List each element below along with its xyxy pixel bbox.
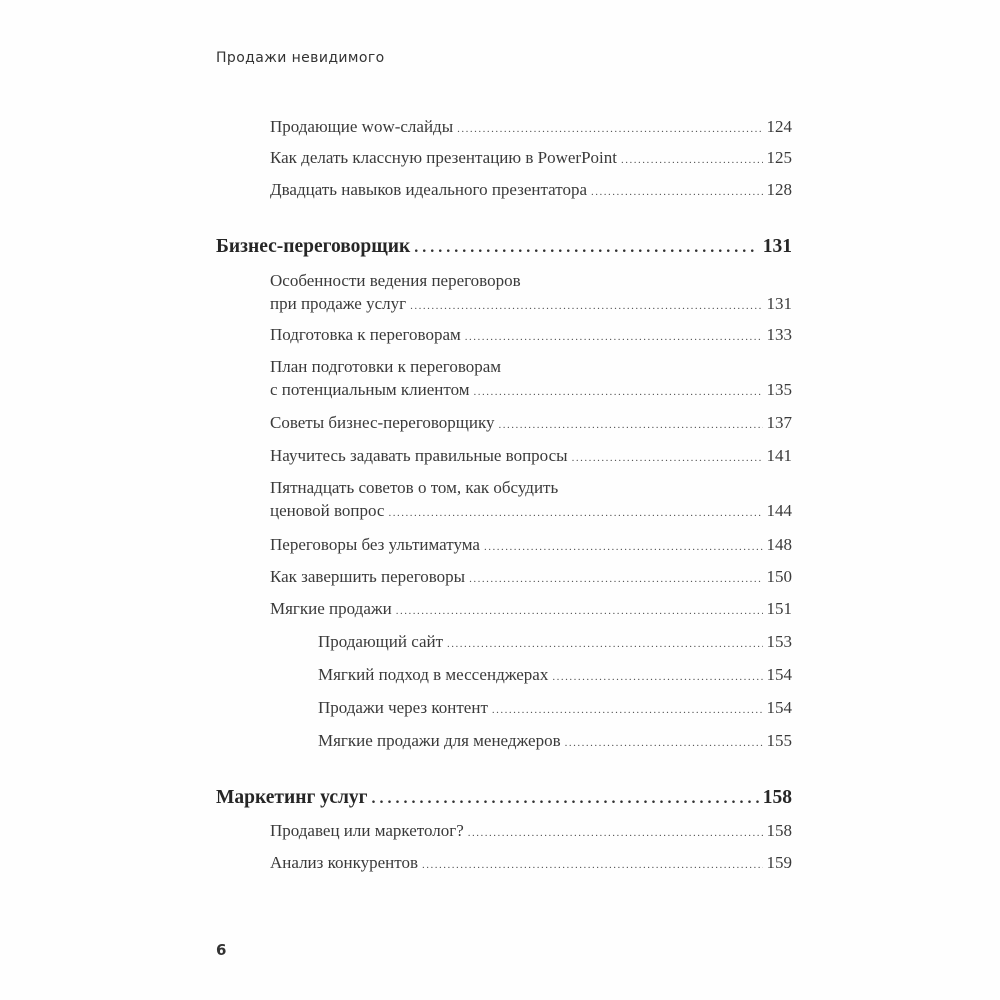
toc-chapter-page: 158 (762, 787, 792, 808)
toc-entry-title: Двадцать навыков идеального презентатора (270, 180, 588, 199)
dot-leader (621, 154, 763, 166)
dot-leader (465, 331, 763, 343)
toc-entry (270, 599, 792, 619)
toc-subentry (318, 698, 792, 718)
toc-subentry-page: 154 (766, 698, 792, 717)
toc-entry (270, 357, 792, 400)
toc-entry-title: Научитесь задавать правильные вопросы (270, 446, 568, 465)
running-head: Продажи невидимого (216, 50, 385, 66)
toc-chapter (216, 787, 792, 809)
dot-leader (565, 737, 763, 749)
dot-leader (447, 638, 762, 650)
toc-entry-page: 124 (766, 117, 792, 136)
dot-leader (492, 704, 763, 716)
dot-leader (422, 859, 762, 871)
dot-leader (499, 419, 763, 431)
toc-entry (270, 117, 792, 137)
toc-entry-title: Советы бизнес-переговорщику (270, 413, 495, 432)
toc-entry-title: Продавец или маркетолог? (270, 821, 464, 840)
toc-subentry-title: Мягкий подход в мессенджерах (318, 665, 549, 684)
toc-entry (270, 148, 792, 168)
toc-entry (270, 567, 792, 587)
toc-entry-page: 148 (766, 535, 792, 554)
toc-subentry-page: 154 (766, 665, 792, 684)
toc-subentry-title: Продажи через контент (318, 698, 488, 717)
toc-subentry-page: 155 (766, 731, 792, 750)
toc-entry-page: 150 (766, 567, 792, 586)
toc-subentry (318, 665, 792, 685)
dot-leader (468, 827, 763, 839)
toc-entry-title: Как делать классную презентацию в PowerPoint (270, 148, 617, 167)
dot-leader (396, 605, 763, 617)
dot-leader (591, 186, 762, 198)
toc-entry (270, 325, 792, 345)
toc-subentry-title: Продающий сайт (318, 632, 444, 651)
toc-entry (270, 478, 792, 521)
toc-entry-page: 131 (766, 294, 792, 313)
toc-subentry (318, 731, 792, 751)
toc-entry-page: 159 (766, 853, 792, 872)
dot-leader (474, 386, 763, 398)
toc-subentry-page: 153 (766, 632, 792, 651)
toc-entry-page: 135 (766, 380, 792, 399)
toc-entry-title: Переговоры без ультиматума (270, 535, 480, 554)
toc-entry-title: Подготовка к переговорам (270, 325, 461, 344)
toc-chapter-page: 131 (762, 236, 792, 257)
toc-entry-title-cont: ценовой вопрос (270, 501, 385, 520)
toc-chapter-title: Бизнес-переговорщик (216, 236, 411, 257)
toc-entry-title-cont: с потенциальным клиентом (270, 380, 470, 399)
dot-leader (414, 239, 759, 257)
toc-entry-title-cont: при продаже услуг (270, 294, 407, 313)
toc-subentry-title: Мягкие продажи для менеджеров (318, 731, 561, 750)
toc-entry (270, 180, 792, 200)
toc-chapter (216, 236, 792, 258)
toc-entry (270, 413, 792, 433)
toc-entry-title: Мягкие продажи (270, 599, 392, 618)
dot-leader (484, 541, 763, 553)
toc-entry-page: 144 (766, 501, 792, 520)
toc-entry-page: 158 (766, 821, 792, 840)
toc-chapter-title: Маркетинг услуг (216, 787, 368, 808)
toc-entry-title: План подготовки к переговорам (270, 357, 502, 376)
toc-entry-page: 151 (766, 599, 792, 618)
toc-entry-page: 133 (766, 325, 792, 344)
toc-entry-page: 137 (766, 413, 792, 432)
toc-entry (270, 853, 792, 873)
toc-entry-page: 128 (766, 180, 792, 199)
dot-leader (410, 300, 762, 312)
toc-entry (270, 821, 792, 841)
page-number: 6 (216, 941, 227, 959)
dot-leader (469, 573, 762, 585)
toc-entry-title: Пятнадцать советов о том, как обсудить (270, 478, 559, 497)
toc-entry (270, 446, 792, 466)
toc-entry-title: Как завершить переговоры (270, 567, 466, 586)
toc-entry (270, 271, 792, 314)
dot-leader (388, 507, 762, 519)
dot-leader (457, 123, 762, 135)
toc-subentry (318, 632, 792, 652)
dot-leader (572, 452, 763, 464)
toc-entry-title: Продающие wow-слайды (270, 117, 454, 136)
toc-entry-page: 141 (766, 446, 792, 465)
toc-entry-page: 125 (766, 148, 792, 167)
toc-entry-title: Особенности ведения переговоров (270, 271, 521, 290)
toc-entry-title: Анализ конкурентов (270, 853, 419, 872)
toc-entry (270, 535, 792, 555)
dot-leader (552, 671, 762, 683)
dot-leader (372, 790, 759, 808)
